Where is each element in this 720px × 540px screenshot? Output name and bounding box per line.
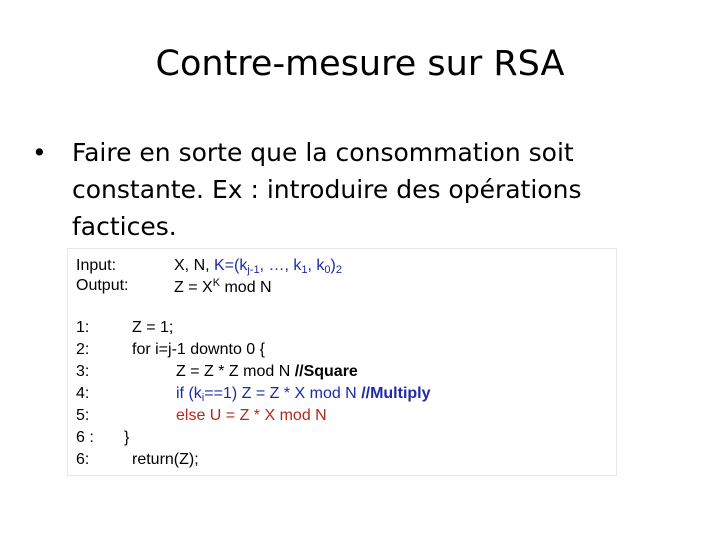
- code-line-2: for i=j-1 downto 0 {: [132, 341, 265, 358]
- code-line-4: [176, 385, 431, 404]
- line-number: 5:: [76, 407, 90, 424]
- line-number: 2:: [76, 341, 90, 358]
- code-line-1: Z = 1;: [132, 319, 174, 336]
- code-line-6a: }: [124, 429, 130, 446]
- multiply-cond-start: if (k: [176, 385, 202, 402]
- output-pre: Z = X: [174, 279, 213, 296]
- input-key-sub2: 1: [301, 264, 308, 276]
- input-key-mid2: , k: [307, 257, 325, 274]
- line-number: 6:: [76, 451, 90, 468]
- code-line-5: [176, 407, 327, 425]
- square-code: Z = Z * Z mod N: [176, 363, 295, 380]
- line-number: 3:: [76, 363, 90, 380]
- else-keyword: else: [176, 407, 210, 424]
- square-comment: //Square: [294, 363, 358, 380]
- line-number: 1:: [76, 319, 90, 336]
- input-key-sub1: j-1: [247, 264, 260, 276]
- multiply-code: ==1) Z = Z * X mod N: [204, 385, 362, 402]
- dummy-operation: U = Z * X mod N: [209, 407, 327, 424]
- algorithm-box: [67, 248, 617, 476]
- code-line-6b: return(Z);: [132, 451, 199, 468]
- line-number: 6 :: [76, 429, 94, 446]
- multiply-cond-sub: i: [201, 392, 205, 404]
- slide-title: Contre-mesure sur RSA: [155, 44, 565, 84]
- output-sup: K: [212, 277, 221, 289]
- multiply-comment: //Multiply: [361, 385, 431, 402]
- bullet-icon: •: [32, 138, 47, 167]
- line-number: 4:: [76, 385, 90, 402]
- input-key-sub3: 0: [324, 264, 331, 276]
- input-label: Input:: [76, 257, 117, 274]
- input-value: [174, 257, 342, 276]
- input-key-start: K=(k: [214, 257, 248, 274]
- input-vars: X, N,: [174, 257, 215, 274]
- bullet-text: Faire en sorte que la consommation soit constante. Ex : introduire des opérations factices.: [72, 138, 582, 241]
- input-key-close: ): [330, 257, 336, 274]
- code-line-3: [176, 363, 358, 381]
- input-key: [214, 257, 342, 274]
- output-value: [174, 277, 272, 297]
- input-key-mid: , …, k: [259, 257, 302, 274]
- output-post: mod N: [220, 279, 272, 296]
- input-key-base: 2: [335, 264, 342, 276]
- output-label: Output:: [76, 277, 129, 294]
